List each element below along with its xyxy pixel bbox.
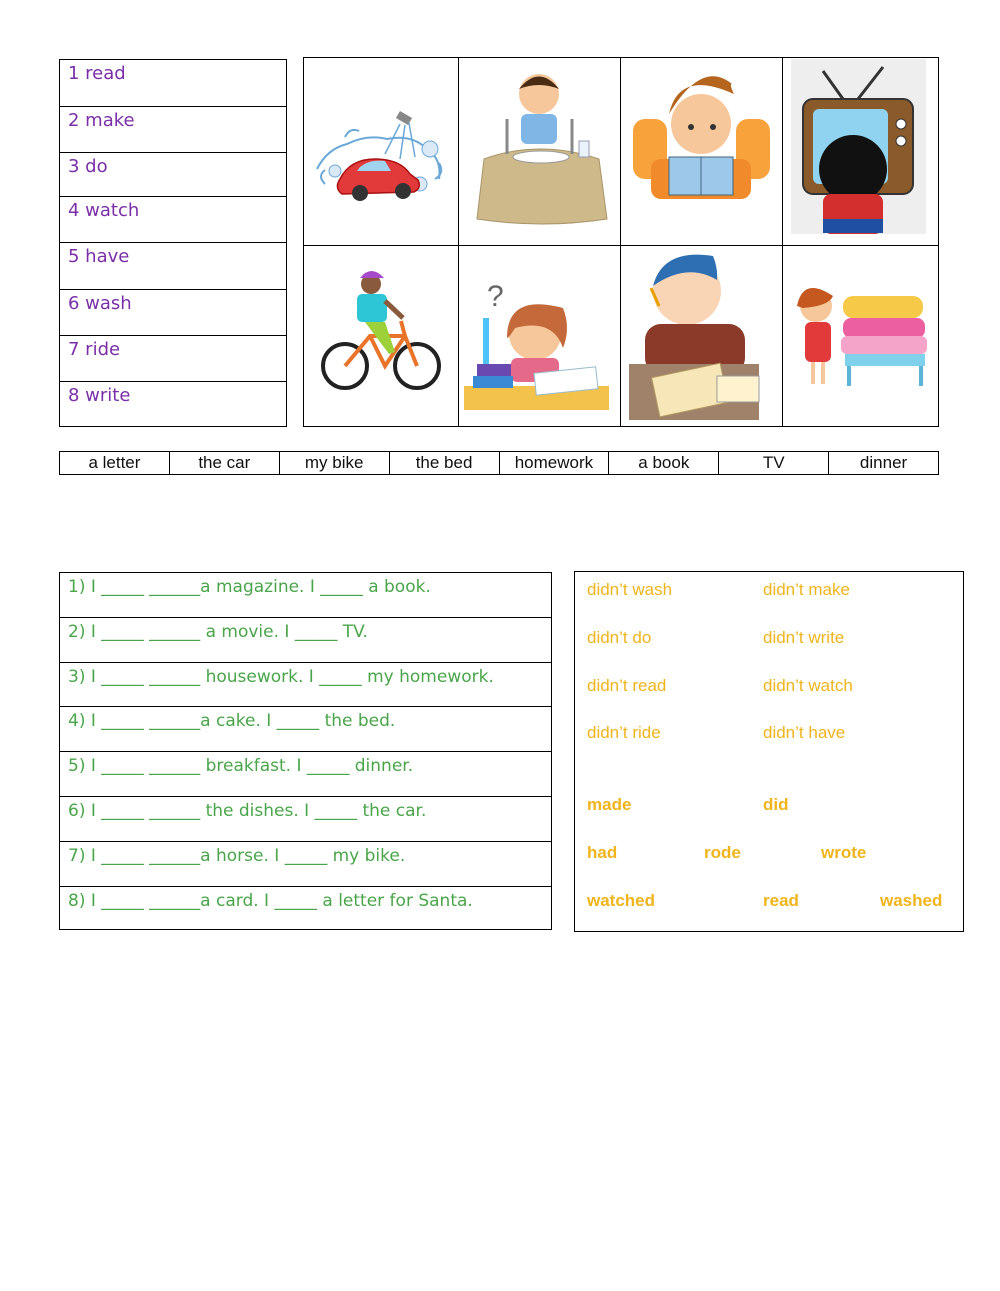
word-bank-item: my bike xyxy=(280,452,390,474)
verb-item: 8 write xyxy=(68,385,131,406)
negative-form: didn’t write xyxy=(763,628,845,647)
sentence-row: 6) I _____ ______ the dishes. I _____ the car. xyxy=(60,797,551,842)
boy-writing-letter-picture xyxy=(621,246,782,426)
sentence-row: 1) I _____ ______a magazine. I _____ a book. xyxy=(60,573,551,618)
verb-item: 5 have xyxy=(60,243,286,290)
girl-homework-picture xyxy=(459,246,620,426)
past-form: did xyxy=(763,795,789,814)
svg-text:?: ? xyxy=(487,280,504,313)
verb-item: 3 do xyxy=(60,153,286,197)
past-form: washed xyxy=(880,891,943,910)
verb-item: 6 wash xyxy=(60,290,286,336)
sentence-row: 8) I _____ ______a card. I _____ a letter for Santa. xyxy=(68,891,473,911)
child-watching-tv-picture xyxy=(783,59,938,244)
negative-form: didn’t wash xyxy=(587,580,673,599)
past-form: rode xyxy=(704,843,741,862)
boy-reading-picture xyxy=(621,59,782,244)
word-bank-item: the bed xyxy=(390,452,500,474)
past-form: watched xyxy=(587,891,656,910)
riding-bike-picture xyxy=(305,246,457,426)
past-form: wrote xyxy=(821,843,867,862)
negative-form: didn’t do xyxy=(587,628,652,647)
sentence-row: 4) I _____ ______a cake. I _____ the bed. xyxy=(60,707,551,752)
verb-list xyxy=(59,59,287,427)
girl-making-bed-picture xyxy=(783,246,938,426)
sentence-row: 5) I _____ ______ breakfast. I _____ dinner. xyxy=(60,752,551,797)
verb-item: 4 watch xyxy=(60,197,286,243)
answer-bank xyxy=(574,571,964,932)
word-bank-item: TV xyxy=(719,452,829,474)
verb-item: 1 read xyxy=(60,60,286,107)
negative-form: didn’t read xyxy=(587,676,667,695)
word-bank-item: dinner xyxy=(859,453,908,472)
sentence-row: 3) I _____ ______ housework. I _____ my homework. xyxy=(60,663,551,707)
car-wash-picture xyxy=(305,59,457,244)
sentence-row: 7) I _____ ______a horse. I _____ my bike. xyxy=(60,842,551,887)
sentence-row: 2) I _____ ______ a movie. I _____ TV. xyxy=(60,618,551,663)
word-bank-item: the car xyxy=(170,452,280,474)
negative-form: didn’t make xyxy=(763,580,850,599)
sentence-table xyxy=(59,572,552,930)
negative-form: didn’t ride xyxy=(587,723,661,742)
word-bank-item: a letter xyxy=(60,452,170,474)
word-bank xyxy=(59,451,939,475)
past-form: made xyxy=(587,795,632,814)
verb-item: 7 ride xyxy=(60,336,286,382)
verb-item: 2 make xyxy=(60,107,286,153)
past-form: read xyxy=(763,891,799,910)
word-bank-item: a book xyxy=(609,452,719,474)
picture-grid xyxy=(303,57,939,427)
word-bank-item: homework xyxy=(500,452,610,474)
negative-form: didn’t watch xyxy=(763,676,853,695)
boy-dinner-picture xyxy=(459,59,620,244)
past-form: had xyxy=(587,843,618,862)
negative-form: didn’t have xyxy=(763,723,846,742)
